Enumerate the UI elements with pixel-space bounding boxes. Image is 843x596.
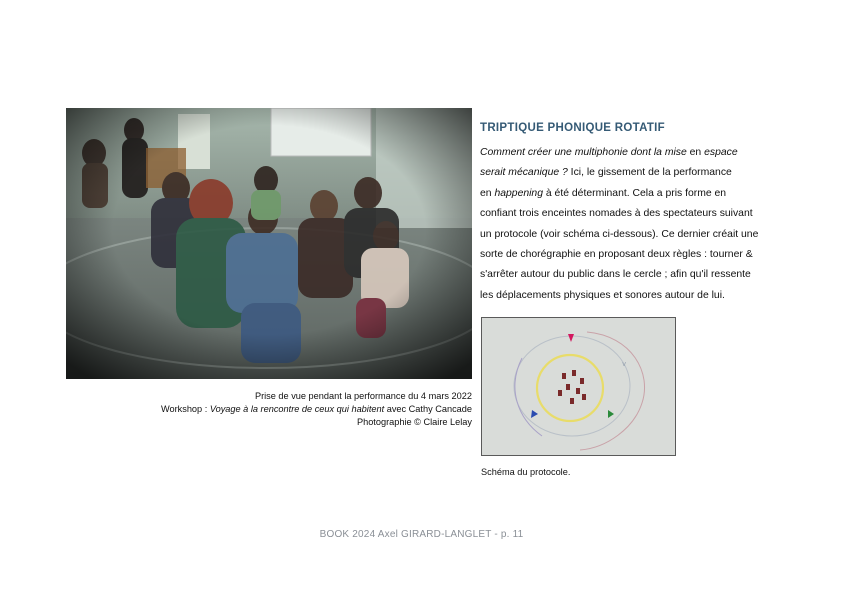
body-line-7: s'arrêter autour du public dans le cercle ; afin qu'il ressente xyxy=(480,269,751,281)
body-line-5: un protocole (voir schéma ci-dessous). Ce dernier créait une xyxy=(480,228,759,240)
svg-text:v: v xyxy=(622,360,627,368)
body-line-4: confiant trois enceintes nomades à des spectateurs suivant xyxy=(480,208,753,220)
body-line-6: sorte de chorégraphie en proposant deux règles : tourner & xyxy=(480,249,753,261)
body-line-1: Comment créer une multiphonie dont la mise en espace xyxy=(480,147,738,158)
body-line-3: en happening à été déterminant. Cela a pris forme en xyxy=(480,187,727,199)
photo-caption xyxy=(52,390,472,429)
protocol-schema xyxy=(481,317,676,456)
body-line-8: les déplacements physiques et sonores autour de lui. xyxy=(480,289,725,301)
page-footer: BOOK 2024 Axel GIRARD-LANGLET - p. 11 xyxy=(319,529,524,540)
caption-line-1: Prise de vue pendant la performance du 4 mars 2022 xyxy=(254,391,472,401)
section-title: TRIPTIQUE PHONIQUE ROTATIF xyxy=(480,122,665,134)
schema-caption: Schéma du protocole. xyxy=(481,467,571,477)
section-body xyxy=(480,143,780,306)
caption-line-3: Photographie © Claire Lelay xyxy=(356,417,472,427)
protocol-schema-drawing xyxy=(482,318,676,456)
caption-line-2: Workshop : Voyage à la rencontre de ceux qui habitent avec Cathy Cancade xyxy=(160,404,472,414)
performance-photo xyxy=(66,108,472,379)
body-line-2: serait mécanique ? Ici, le gissement de la performance xyxy=(480,167,732,179)
performance-photo-illustration xyxy=(66,108,472,379)
